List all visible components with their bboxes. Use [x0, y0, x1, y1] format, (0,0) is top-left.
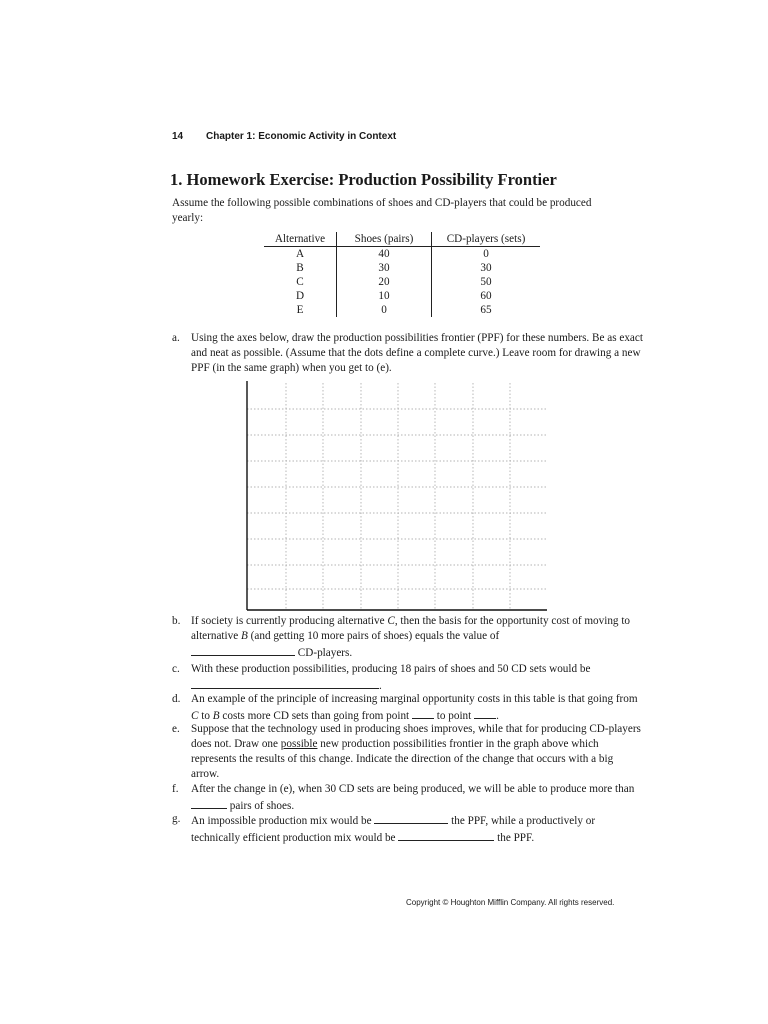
table-cell: 60: [480, 290, 492, 302]
question-text: Using the axes below, draw the production possibilities frontier (PPF) for these numbers. Be as exact and neat as possible. (Assume that the dots define a complete curve.) Leave room for drawing a new PPF (in the same graph) when you get to (e).: [191, 332, 643, 374]
table-cell: 0: [483, 248, 489, 260]
header-alternative: Alternative: [264, 232, 337, 247]
answer-blank[interactable]: [374, 812, 448, 824]
question-text: An impossible production mix would be the PPF, while a productively or technically efficient production mix would be the PPF.: [191, 812, 643, 846]
ppf-axes-graph[interactable]: [243, 381, 549, 613]
table-cell: E: [296, 304, 304, 316]
answer-blank[interactable]: [412, 707, 434, 719]
table-row: [264, 261, 540, 275]
table-row: [264, 303, 540, 317]
table-header-row: [264, 232, 540, 247]
question-text: An example of the principle of increasing marginal opportunity costs in this table is that going from C to B costs more CD sets than going from point to point .: [191, 693, 638, 722]
question-letter: b.: [172, 615, 181, 627]
table-cell: D: [295, 290, 305, 302]
answer-blank[interactable]: [191, 677, 379, 689]
question-letter: f.: [172, 783, 179, 795]
exercise-title: 1. Homework Exercise: Production Possibility Frontier: [170, 170, 557, 189]
table-cell: 10: [337, 289, 432, 303]
question-letter: g.: [172, 813, 181, 825]
table-cell: 65: [480, 304, 492, 316]
question-letter: d.: [172, 693, 181, 705]
answer-blank[interactable]: [191, 644, 295, 656]
table-cell: 0: [337, 303, 432, 317]
table-cell: A: [295, 248, 305, 260]
question-text: After the change in (e), when 30 CD sets are being produced, we will be able to produce more than pairs of shoes.: [191, 783, 635, 812]
table-cell: 20: [337, 275, 432, 289]
table-cell: 40: [337, 247, 432, 262]
chapter-title: Chapter 1: Economic Activity in Context: [206, 131, 397, 142]
header-shoes: Shoes (pairs): [337, 232, 432, 247]
page-header: [172, 131, 396, 142]
table-cell: 50: [480, 276, 492, 288]
table-cell: C: [296, 276, 304, 288]
table-cell: 30: [480, 262, 492, 274]
question-letter: c.: [172, 663, 180, 675]
answer-blank[interactable]: [474, 707, 496, 719]
answer-blank[interactable]: [398, 829, 494, 841]
question-letter: a.: [172, 332, 180, 344]
copyright-footer: Copyright © Houghton Mifflin Company. All rights reserved.: [406, 898, 615, 907]
table-cell: 30: [337, 261, 432, 275]
question-letter: e.: [172, 723, 180, 735]
question-text: If society is currently producing alternative C, then the basis for the opportunity cost of moving to alternative B (and getting 10 more pairs of shoes) equals the value of CD-players.: [191, 615, 631, 659]
table-row: [264, 275, 540, 289]
header-cd-players: CD-players (sets): [432, 232, 541, 247]
question-text: Suppose that the technology used in producing shoes improves, while that for producing CD-players does not. Draw one possible new production possibilities frontier in the graph above which represents the results of this change. Indicate the direction of the change that occurs with a big arrow.: [191, 723, 641, 780]
page-number: 14: [172, 131, 184, 142]
table-row: [264, 247, 540, 262]
graph-gridlines: [247, 383, 547, 609]
answer-blank[interactable]: [191, 797, 227, 809]
table-cell: B: [296, 262, 304, 274]
table-row: [264, 289, 540, 303]
question-text: With these production possibilities, producing 18 pairs of shoes and 50 CD sets would be .: [191, 663, 591, 692]
alternatives-table: [264, 232, 540, 317]
intro-text: Assume the following possible combinations of shoes and CD-players that could be produced yearly:: [172, 197, 592, 224]
